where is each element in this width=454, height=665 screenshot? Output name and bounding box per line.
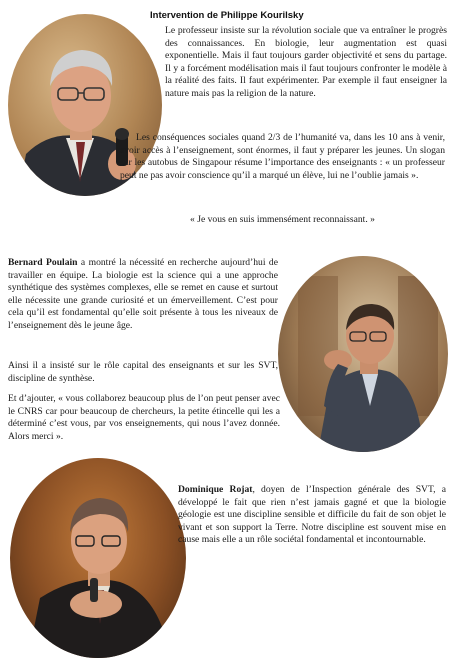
poulain-paragraph-3: Et d’ajouter, « vous collaborez beaucoup plus de l’on peut penser avec le CNRS car pour beaucoup de chercheurs, la petite étincelle qui les a déterminé c’est vous, par vos enseignements, qui nous l’avez donnée. Alors merci ». bbox=[8, 393, 280, 442]
rojat-paragraph-1-text: , doyen de l’Inspection générale des SVT, a développé le fait que rien n’est jamais gagné et que la biologie géologie est une discipline sensible et difficile du fait de son objet le vivant et son support la Terre. Notre discipline est souvent mise en cause mais elle a un rôle sociétal fondamental et incontournable. bbox=[178, 484, 446, 546]
photo-dominique-rojat bbox=[10, 458, 186, 658]
kourilsky-paragraph-3: « Je vous en suis immensément reconnaissant. » bbox=[190, 214, 375, 225]
rojat-name: Dominique Rojat bbox=[178, 484, 253, 495]
photo-bernard-poulain bbox=[278, 256, 448, 452]
poulain-paragraph-2: Ainsi il a insisté sur le rôle capital des enseignants et sur les SVT, discipline de synthèse. bbox=[8, 360, 278, 384]
poulain-name: Bernard Poulain bbox=[8, 257, 78, 268]
kourilsky-paragraph-1: Le professeur insiste sur la révolution sociale que va entraîner le progrès des connaissances. En biologie, leur augmentation est quasi exponentielle. Mais il faut toujours garder objectivité et sens du partage. Il y a forcément modélisation mais il faut toujours confronter le modèle à la réalité des faits. Il faut expérimenter. Par exemple il faut enseigner la nature mais pas la religion de la nature. bbox=[165, 25, 447, 99]
poulain-paragraph-1 bbox=[8, 257, 278, 333]
section-title-kourilsky: Intervention de Philippe Kourilsky bbox=[150, 10, 304, 21]
rojat-paragraph-1 bbox=[178, 484, 446, 547]
kourilsky-paragraph-2: Les conséquences sociales quand 2/3 de l’humanité va, dans les 10 ans à venir, avoir accès à l’enseignement, sont énormes, il faut y préparer les jeunes. Un slogan sur les autobus de Singapour résume l’importance des enseignants : « un professeur peut ne pas avoir conscience qu’il a marqué un élève, lui ne l’oublie jamais ». bbox=[120, 132, 445, 181]
poulain-paragraph-1-text: a montré la nécessité en recherche aujourd’hui de travailler en équipe. La biologie est la science qui a une approche synthétique des systèmes complexes, elle se remet en cause et surtout elle nécessite une grande curiosité et un émerveillement. C’est pour cela qu’il est fondamental qu’elle soit présente à tous les niveaux de l’enseignement dès le jeune âge. bbox=[8, 257, 278, 331]
